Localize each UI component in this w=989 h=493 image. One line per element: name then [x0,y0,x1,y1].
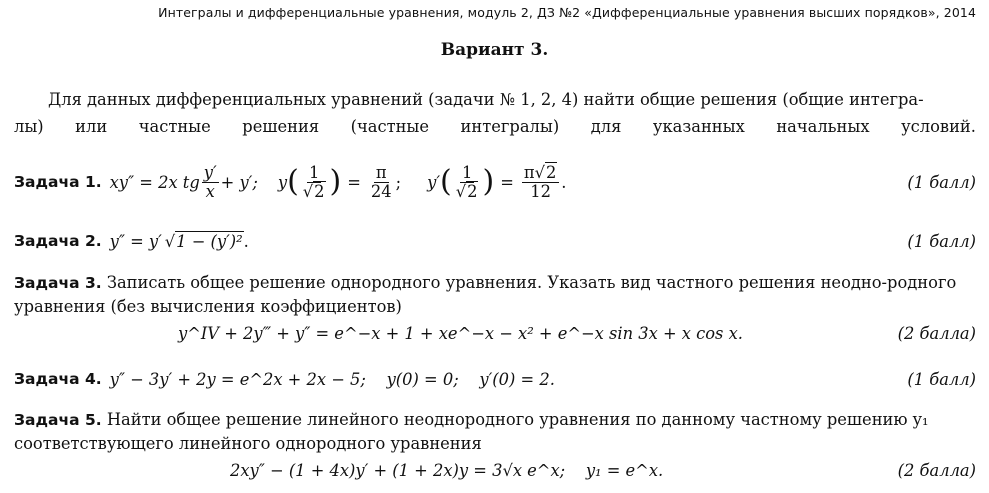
frac-numerator: y′ [203,162,217,182]
task-2-formula-pre: y″ = y′ [109,231,162,251]
intro-word: интегралы) [460,117,560,136]
right-paren: ) [329,164,342,199]
task-4-formula: y″ − 3y′ + 2y = e^2x + 2x − 5; y(0) = 0; y′(0) = 2. [109,369,555,389]
task-1-cond1-eq: = [347,172,361,192]
task-2-formula-radicand: 1 − (y′)² [176,232,243,251]
intro-word: решения [242,117,320,136]
task-1-formula-part2: + y′; [220,172,258,192]
task-2-formula-end: . [243,231,249,251]
task-5-text: Найти общее решение линейного неоднородного уравнения по данному частному решению y₁ соответствующего линейного однородного уравнения [14,410,929,453]
task-3-formula-line [14,324,976,348]
sqrt-radicand: 2 [314,181,325,201]
task-5-points: (2 балла) [897,461,976,480]
task-5-formula-line [14,461,976,485]
task-4-points: (1 балл) [907,369,976,389]
task-1-cond2-val [522,164,559,201]
intro-word: частные [138,117,211,136]
intro-word: лы) [14,117,44,136]
pi-symbol: π [523,162,535,182]
task-1 [14,156,976,208]
task-1-cond2-eq: = [500,172,514,192]
sqrt-sign: √ [164,231,176,251]
task-3-text-block [14,271,976,318]
task-4-label: Задача 4. [14,370,102,388]
intro-paragraph [14,86,976,140]
sqrt-radicand: 2 [467,181,478,201]
left-paren: ( [440,164,452,199]
frac-denominator: √2 [455,181,478,201]
task-1-cond1-fn: y [277,172,288,192]
intro-word: указанных [652,117,745,136]
task-4 [14,366,976,392]
frac-denominator: 12 [530,181,551,201]
task-5-formula: 2xy″ − (1 + 4x)y′ + (1 + 2x)y = 3√x e^x; y₁ = e^x. [230,461,664,480]
task-2-label: Задача 2. [14,232,102,250]
task-1-cond1-arg [301,164,328,201]
task-1-cond2-fn: y′ [427,172,441,192]
task-5-label: Задача 5. [14,411,102,429]
task-2 [14,228,976,254]
frac-denominator: x [205,181,215,201]
sqrt-radicand: 2 [545,162,557,182]
left-paren: ( [287,164,299,199]
task-3-label: Задача 3. [14,274,102,292]
frac-numerator: π [375,162,387,182]
task-1-cond2-end: . [561,172,567,192]
task-1-cond2-arg [454,164,481,201]
task-1-formula-part1: xy″ = 2x tg [109,172,200,192]
frac-numerator: π√2 [522,164,559,183]
intro-line-1: Для данных дифференциальных уравнений (задачи № 1, 2, 4) найти общие решения (общие интегра- [48,90,924,109]
intro-word: начальных [776,117,870,136]
task-1-points: (1 балл) [907,172,976,192]
intro-word: или [75,117,108,136]
frac-denominator: √2 [302,181,325,201]
intro-line-2 [14,113,976,140]
frac-numerator: 1 [461,162,473,182]
frac-denominator: 24 [370,181,392,201]
task-1-frac1 [202,164,219,201]
right-paren: ) [482,164,495,199]
frac-numerator: 1 [308,162,320,182]
task-1-label: Задача 1. [14,173,102,191]
task-3-formula: y^IV + 2y‴ + y″ = e^−x + 1 + xe^−x − x² + e^−x sin 3x + x cos x. [178,324,743,343]
task-3-text: Записать общее решение однородного уравнения. Указать вид частного решения неодно-родного уравнения (без вычисления коэффициентов) [14,273,957,316]
task-3-points: (2 балла) [897,324,976,343]
intro-word: условий. [901,117,976,136]
task-5-text-block [14,408,976,455]
task-2-points: (1 балл) [907,231,976,251]
intro-word: для [590,117,622,136]
intro-word: (частные [350,117,430,136]
document-header: Интегралы и дифференциальные уравнения, модуль 2, ДЗ №2 «Дифференциальные уравнения высших порядков», 2014 [158,5,976,20]
variant-title: Вариант 3. [440,40,549,60]
task-1-cond1-end: ; [395,172,402,192]
task-1-cond1-val [369,164,394,201]
